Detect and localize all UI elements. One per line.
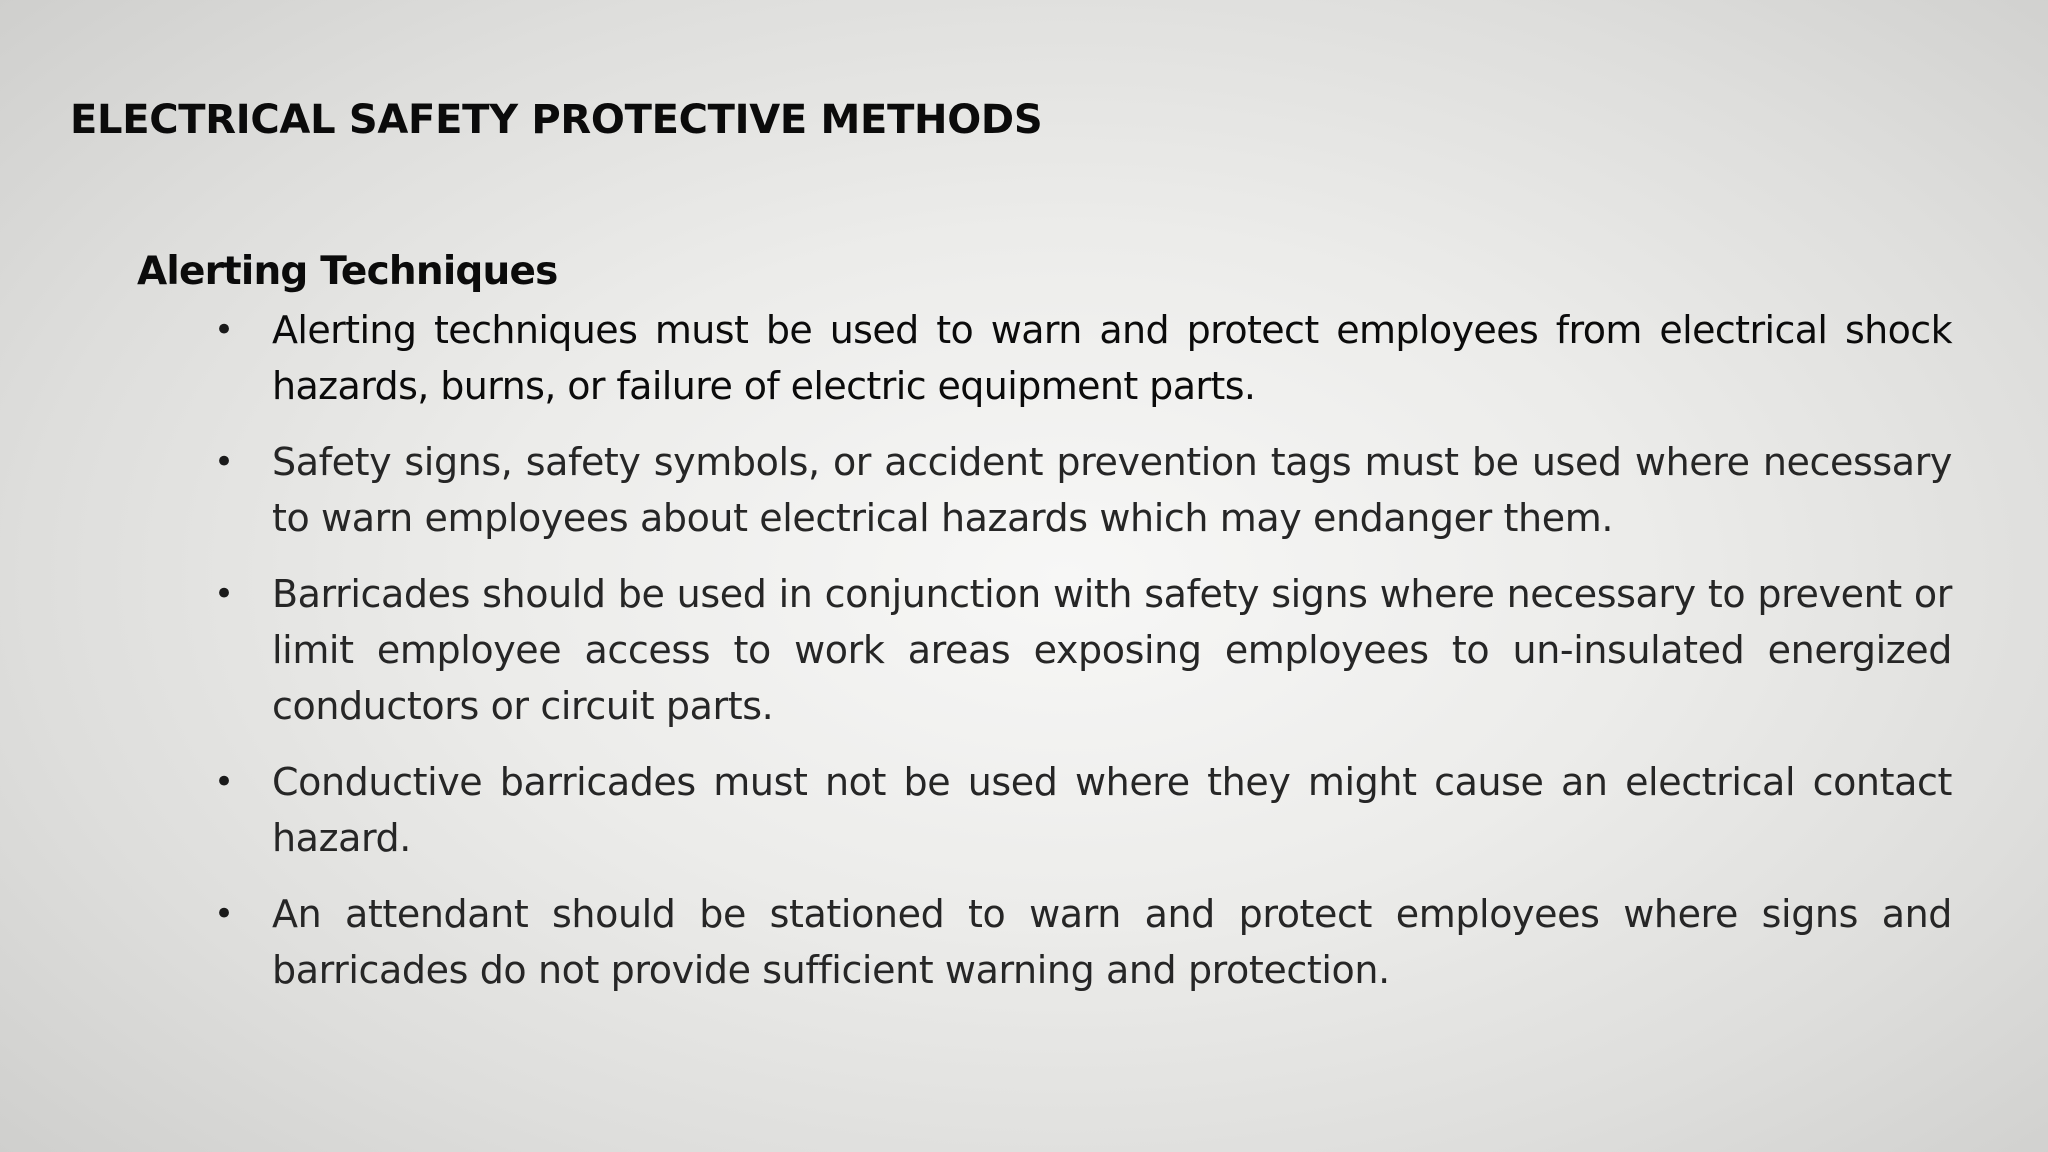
bullet-item (210, 886, 1952, 998)
bullet-dot-icon: • (214, 310, 234, 350)
bullet-text: Alerting techniques must be used to warn and protect employees from electrical shock hazards, burns, or failure of electric equipment parts. (272, 308, 1952, 408)
bullet-text: An attendant should be stationed to warn and protect employees where signs and barricades do not provide sufficient warning and protection. (272, 892, 1952, 992)
bullet-text: Safety signs, safety symbols, or accident prevention tags must be used where necessary to warn employees about electrical hazards which may endanger them. (272, 440, 1952, 540)
bullet-dot-icon: • (214, 762, 234, 802)
bullet-dot-icon: • (214, 574, 234, 614)
bullet-item (210, 302, 1952, 414)
section-heading: Alerting Techniques (137, 249, 558, 294)
bullet-list (210, 302, 1952, 1018)
bullet-item (210, 434, 1952, 546)
bullet-text: Barricades should be used in conjunction with safety signs where necessary to prevent or limit employee access to work areas exposing employees to un-insulated energized conductors or circuit parts. (272, 572, 1952, 728)
slide-title: ELECTRICAL SAFETY PROTECTIVE METHODS (70, 97, 1043, 143)
bullet-dot-icon: • (214, 894, 234, 934)
bullet-item (210, 566, 1952, 734)
bullet-dot-icon: • (214, 442, 234, 482)
bullet-text: Conductive barricades must not be used where they might cause an electrical contact hazard. (272, 760, 1952, 860)
bullet-item (210, 754, 1952, 866)
